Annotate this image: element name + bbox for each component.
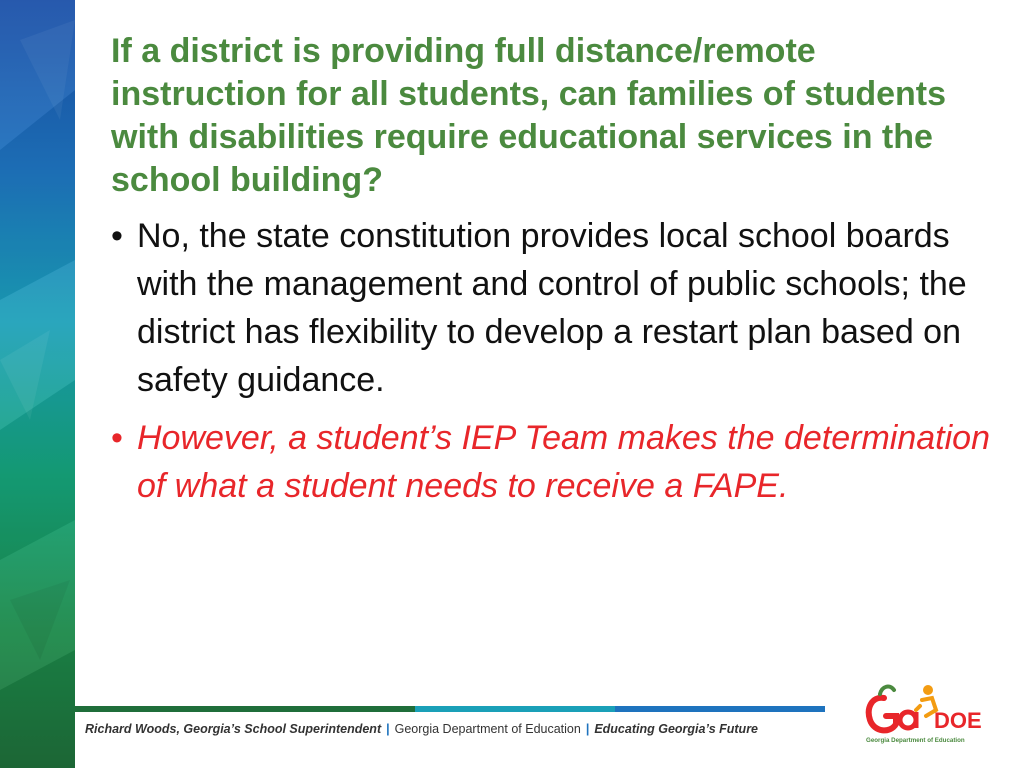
bullet-marker: •	[111, 419, 123, 457]
footer-divider-segment	[75, 706, 415, 712]
footer-separator: |	[585, 722, 590, 736]
gadoe-logo	[862, 676, 992, 746]
bullet-item-highlight	[111, 414, 991, 510]
footer-divider-segment	[615, 706, 825, 712]
footer-text	[85, 722, 845, 736]
footer-department: Georgia Department of Education	[394, 722, 581, 736]
footer-separator: |	[386, 722, 390, 736]
bullet-text-highlight: However, a student’s IEP Team makes the determination of what a student needs to receive a FAPE.	[137, 419, 990, 505]
bullet-text: No, the state constitution provides local school boards with the management and control of public schools; the district has flexibility to develop a restart plan based on safety guidance.	[137, 217, 967, 399]
logo-subtitle: Georgia Department of Education	[866, 737, 965, 744]
bullet-list	[111, 212, 991, 510]
footer-tagline: Educating Georgia’s Future	[594, 722, 759, 736]
footer-divider-segment	[415, 706, 615, 712]
decorative-side-band	[0, 0, 75, 768]
bullet-item	[111, 212, 991, 404]
geometric-pattern-icon	[0, 0, 75, 768]
footer-divider	[75, 706, 825, 712]
bullet-marker: •	[111, 217, 123, 255]
gadoe-logo-icon	[862, 676, 992, 746]
footer-superintendent: Richard Woods, Georgia’s School Superintendent	[85, 722, 382, 736]
svg-text:DOE: DOE	[934, 708, 982, 733]
slide-title: If a district is providing full distance/remote instruction for all students, can families of students with disabilities require educational services in the school building?	[111, 32, 947, 199]
